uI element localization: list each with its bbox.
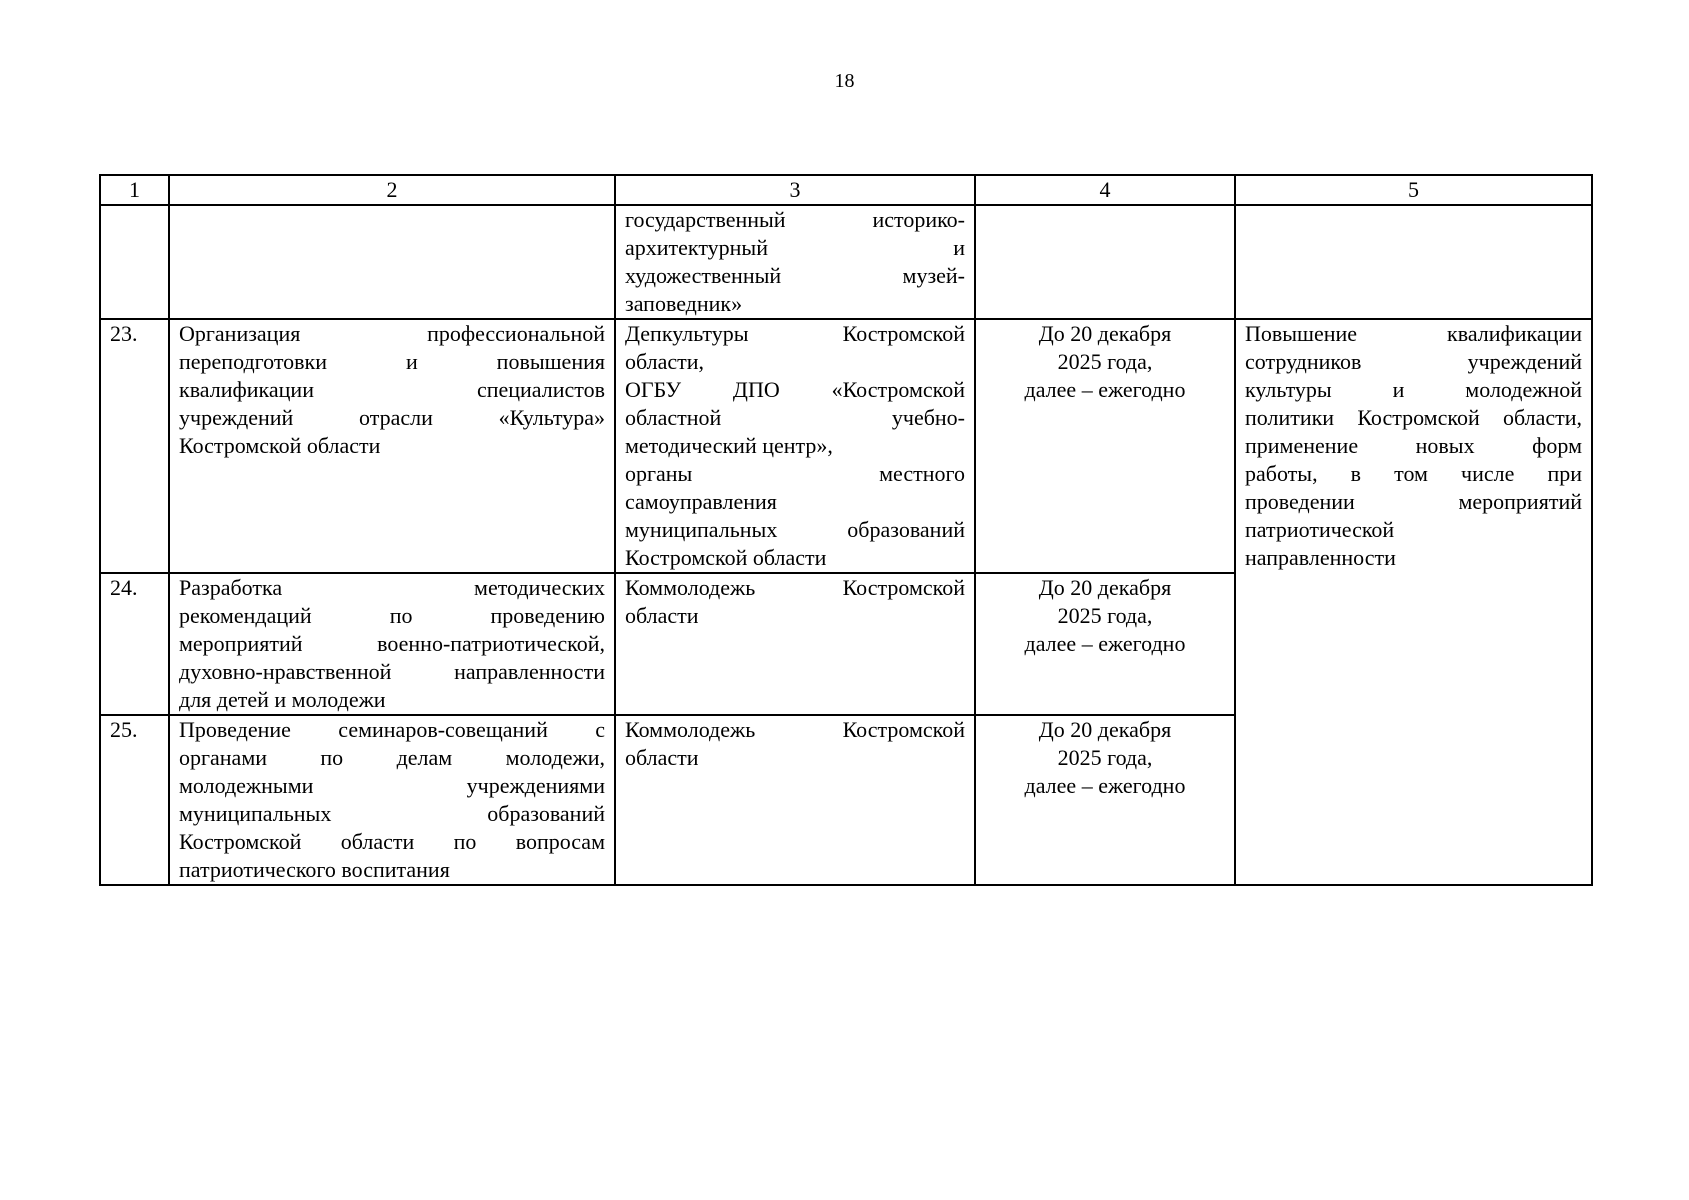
row-23-executor-line: методический центр»,: [625, 433, 833, 458]
row-24-executor: [615, 573, 975, 715]
row-24-number: 24.: [100, 573, 169, 715]
result-line: культуры и молодежной: [1245, 377, 1582, 402]
result-line: патриотической: [1245, 517, 1395, 542]
row-25-activity-line: Костромской области по вопросам: [179, 829, 605, 854]
row-25-activity-line: молодежными учреждениями: [179, 773, 605, 798]
row-24-deadline-line: До 20 декабря: [1038, 575, 1172, 600]
row-24-activity-line: для детей и молодежи: [179, 687, 386, 712]
row-25-deadline-line: далее – ежегодно: [1024, 773, 1186, 798]
result-line: сотрудников учреждений: [1245, 349, 1582, 374]
row-24-activity-line: мероприятий военно-патриотической,: [179, 631, 605, 656]
row-23-deadline: [975, 319, 1235, 573]
result-line: работы, в том числе при: [1245, 461, 1582, 486]
cont-executor-cell: [615, 205, 975, 319]
row-23-executor-line: области,: [625, 349, 705, 374]
header-col-2: 2: [169, 175, 615, 205]
table-row-continuation: [100, 205, 1592, 319]
row-23-number: 23.: [100, 319, 169, 573]
row-25-number: 25.: [100, 715, 169, 885]
row-25-deadline: [975, 715, 1235, 885]
row-23-executor-line: муниципальных образований: [625, 517, 965, 542]
row-24-deadline: [975, 573, 1235, 715]
result-line: Повышение квалификации: [1245, 321, 1582, 346]
row-23-executor-line: Костромской области: [625, 545, 827, 570]
table-row-23: [100, 319, 1592, 573]
row-23-executor-line: Депкультуры Костромской: [625, 321, 965, 346]
result-line: направленности: [1245, 545, 1396, 570]
result-line: проведении мероприятий: [1245, 489, 1582, 514]
cont-deadline-cell: [975, 205, 1235, 319]
row-25-activity: [169, 715, 615, 885]
row-23-activity-line: Организация профессиональной: [179, 321, 605, 346]
header-row: [100, 175, 1592, 205]
row-23-executor-line: областной учебно-: [625, 405, 965, 430]
header-col-4: 4: [975, 175, 1235, 205]
row-23-deadline-line: далее – ежегодно: [1024, 377, 1186, 402]
row-24-activity: [169, 573, 615, 715]
row-24-deadline-line: далее – ежегодно: [1024, 631, 1186, 656]
header-col-1: 1: [100, 175, 169, 205]
row-25-executor-line: области: [625, 745, 699, 770]
cont-number-cell: [100, 205, 169, 319]
plan-table: [99, 174, 1593, 886]
row-23-activity-line: переподготовки и повышения: [179, 349, 605, 374]
cont-executor-line: заповедник»: [625, 291, 743, 316]
row-23-executor-line: ОГБУ ДПО «Костромской: [625, 377, 965, 402]
cont-executor-line: архитектурный и: [625, 235, 965, 260]
row-24-executor-line: Коммолодежь Костромской: [625, 575, 965, 600]
row-24-deadline-line: 2025 года,: [1057, 603, 1153, 628]
row-25-deadline-line: 2025 года,: [1057, 745, 1153, 770]
row-25-activity-line: органами по делам молодежи,: [179, 745, 605, 770]
result-line: политики Костромской области,: [1245, 405, 1582, 430]
row-23-executor-line: органы местного: [625, 461, 965, 486]
row-24-executor-line: области: [625, 603, 699, 628]
page-number: 18: [834, 70, 855, 92]
row-24-activity-line: духовно-нравственной направленности: [179, 659, 605, 684]
row-23-activity-line: квалификации специалистов: [179, 377, 605, 402]
row-23-executor-line: самоуправления: [625, 489, 777, 514]
row-25-deadline-line: До 20 декабря: [1038, 717, 1172, 742]
row-25-activity-line: Проведение семинаров-совещаний с: [179, 717, 605, 742]
cont-executor-line: государственный историко-: [625, 207, 965, 232]
header-col-5: 5: [1235, 175, 1592, 205]
row-23-activity: [169, 319, 615, 573]
row-25-activity-line: муниципальных образований: [179, 801, 605, 826]
row-24-activity-line: Разработка методических: [179, 575, 605, 600]
row-25-executor-line: Коммолодежь Костромской: [625, 717, 965, 742]
result-line: применение новых форм: [1245, 433, 1582, 458]
row-23-deadline-line: 2025 года,: [1057, 349, 1153, 374]
cont-executor-line: художественный музей-: [625, 263, 965, 288]
row-24-activity-line: рекомендаций по проведению: [179, 603, 605, 628]
row-23-activity-line: учреждений отрасли «Культура»: [179, 405, 605, 430]
row-25-activity-line: патриотического воспитания: [179, 857, 450, 882]
result-cell-merged: [1235, 319, 1592, 885]
cont-result-cell: [1235, 205, 1592, 319]
row-23-activity-line: Костромской области: [179, 433, 381, 458]
cont-activity-cell: [169, 205, 615, 319]
row-23-deadline-line: До 20 декабря: [1038, 321, 1172, 346]
row-25-executor: [615, 715, 975, 885]
row-23-executor: [615, 319, 975, 573]
header-col-3: 3: [615, 175, 975, 205]
